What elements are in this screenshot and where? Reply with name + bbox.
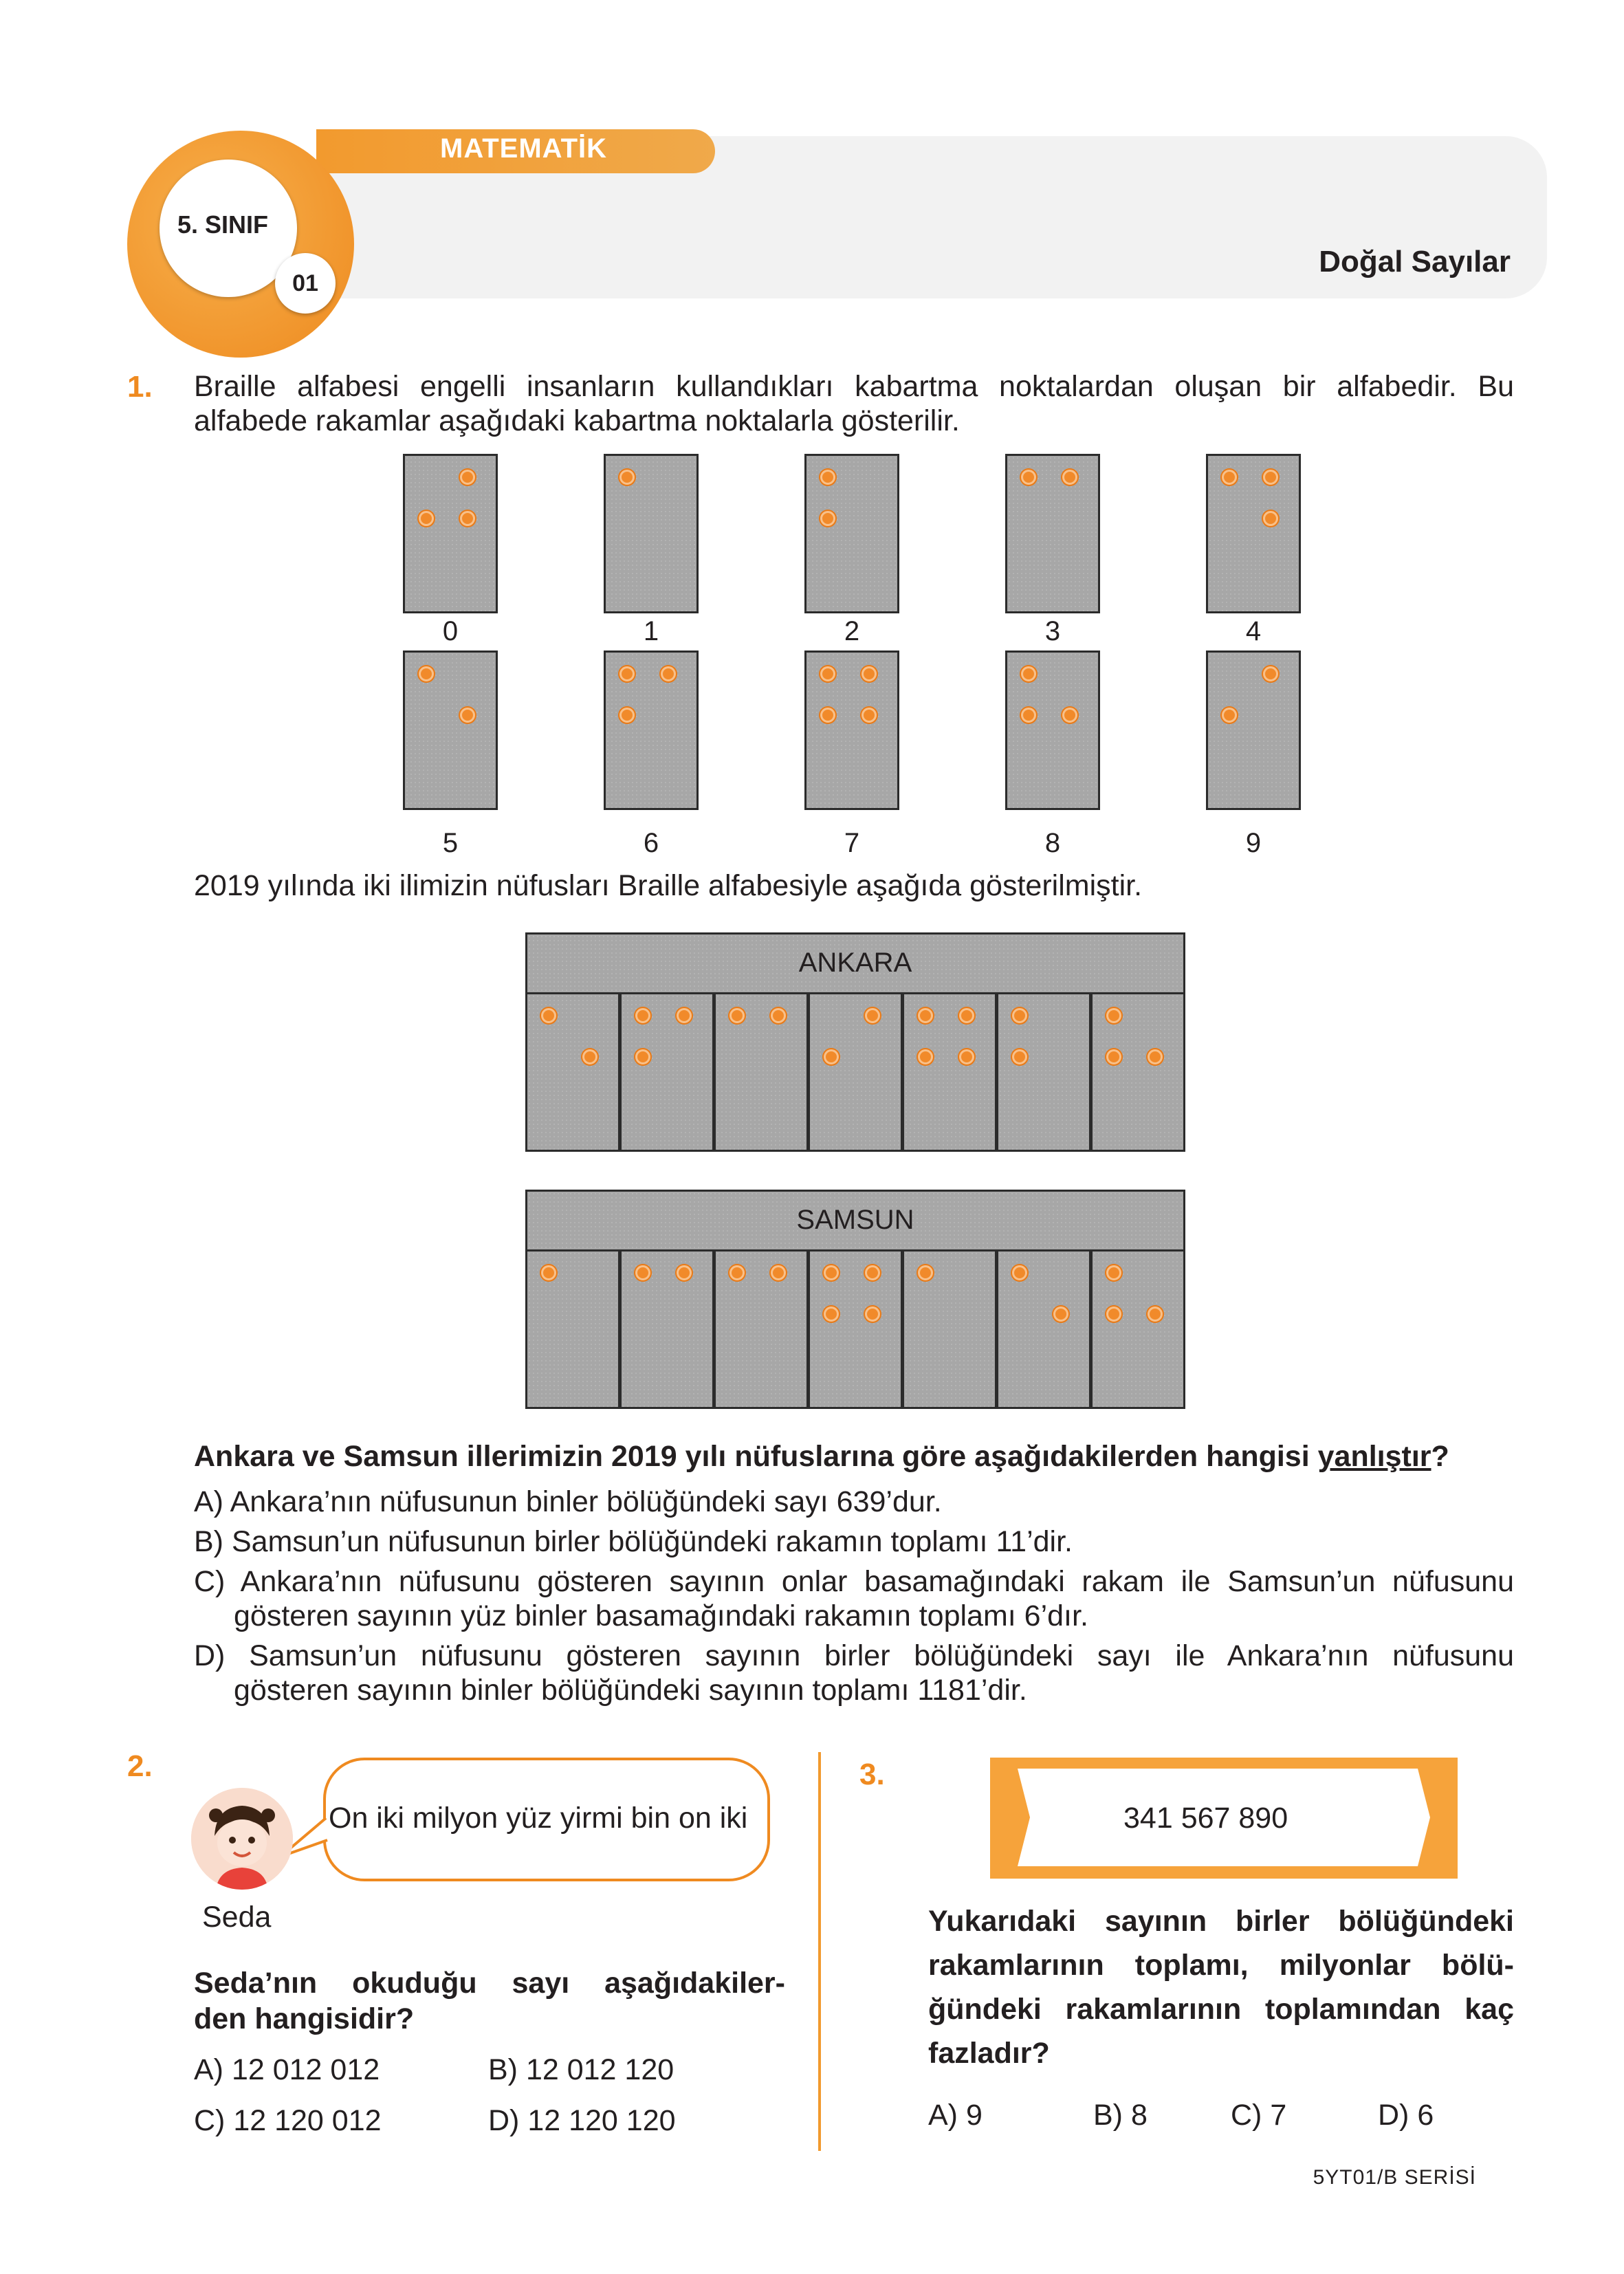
- q1-intro-line1: Braille alfabesi engelli insanların kullandıkları kabartma noktalardan oluşan bir alfabedir. Bu: [194, 370, 1514, 403]
- braille-dot: [918, 1265, 933, 1280]
- braille-digit-label: 5: [442, 828, 459, 858]
- q2-question-line2: den hangisidir?: [194, 2002, 415, 2035]
- population-cell: [525, 992, 620, 1152]
- braille-dot: [1106, 1265, 1121, 1280]
- population-cell: [1090, 1249, 1185, 1409]
- q1-option-a[interactable]: A) Ankara’nın nüfusunun binler bölüğündeki sayı 639’dur.: [194, 1485, 942, 1518]
- braille-cell-5: [403, 651, 498, 810]
- braille-dot: [959, 1008, 974, 1023]
- braille-dot: [582, 1049, 597, 1064]
- q2-number: 2.: [127, 1749, 153, 1783]
- braille-dot: [1148, 1307, 1163, 1322]
- braille-dot: [1012, 1265, 1027, 1280]
- q1-question: [194, 1439, 1449, 1474]
- braille-dot: [1106, 1307, 1121, 1322]
- population-cell: [619, 992, 714, 1152]
- braille-dot: [1148, 1049, 1163, 1064]
- population-cell: [808, 992, 903, 1152]
- braille-dot: [419, 666, 434, 681]
- braille-dot: [820, 708, 835, 723]
- braille-dot: [865, 1008, 880, 1023]
- braille-dot: [1263, 470, 1278, 485]
- braille-dot: [1062, 470, 1077, 485]
- q3-number-value: 341 567 890: [1123, 1802, 1288, 1835]
- braille-digit-label: 7: [844, 828, 860, 858]
- braille-digit-label: 2: [844, 616, 860, 646]
- q1-question-key: yanlıştır: [1317, 1440, 1431, 1473]
- population-cell: [902, 992, 997, 1152]
- girl-face-icon: [191, 1788, 293, 1890]
- braille-dot: [729, 1008, 745, 1023]
- braille-cell-6: [604, 651, 699, 810]
- braille-dot: [862, 708, 877, 723]
- braille-dot: [959, 1049, 974, 1064]
- braille-dot: [771, 1008, 786, 1023]
- topic-title: Doğal Sayılar: [1319, 245, 1511, 278]
- braille-dot: [1222, 470, 1237, 485]
- braille-dot: [460, 470, 475, 485]
- q1-option-c-line1[interactable]: C) Ankara’nın nüfusunu gösteren sayının onlar basamağındaki rakam ile Samsun’un nüfusunu: [194, 1565, 1514, 1598]
- q3-option-a[interactable]: A) 9: [928, 2099, 983, 2132]
- braille-dot: [1106, 1008, 1121, 1023]
- q3-question-line2: rakamlarının toplamı, milyonlar bölü-: [928, 1949, 1514, 1982]
- population-cell: [619, 1249, 714, 1409]
- braille-dot: [824, 1307, 839, 1322]
- braille-dot: [635, 1008, 650, 1023]
- grade-label: 5. SINIF: [177, 210, 269, 239]
- q1-option-b[interactable]: B) Samsun’un nüfusunun birler bölüğündeki rakamın toplamı 11’dir.: [194, 1525, 1073, 1558]
- seda-avatar: [191, 1788, 293, 1890]
- population-cell: [902, 1249, 997, 1409]
- braille-dot: [677, 1265, 692, 1280]
- speech-text: On iki milyon yüz yirmi bin on iki: [329, 1802, 748, 1835]
- braille-dot: [661, 666, 676, 681]
- braille-dot: [541, 1265, 556, 1280]
- braille-dot: [918, 1049, 933, 1064]
- braille-dot: [1263, 666, 1278, 681]
- braille-cell-2: [804, 454, 899, 613]
- braille-dot: [460, 511, 475, 526]
- braille-cell-4: [1206, 454, 1301, 613]
- braille-dot: [1021, 708, 1036, 723]
- braille-cell-3: [1005, 454, 1100, 613]
- braille-dot: [824, 1049, 839, 1064]
- braille-dot: [865, 1265, 880, 1280]
- braille-dot: [820, 666, 835, 681]
- q2-option-b[interactable]: B) 12 012 120: [488, 2053, 674, 2086]
- braille-cell-9: [1206, 651, 1301, 810]
- population-intro: 2019 yılında iki ilimizin nüfusları Braille alfabesiyle aşağıda gösterilmiştir.: [194, 869, 1143, 902]
- braille-digit-label: 6: [643, 828, 659, 858]
- population-cell: [525, 1249, 620, 1409]
- braille-dot: [677, 1008, 692, 1023]
- population-cell: [714, 1249, 809, 1409]
- q1-option-d-line1[interactable]: D) Samsun’un nüfusunu gösteren sayının birler bölüğündeki sayı ile Ankara’nın nüfusunu: [194, 1639, 1514, 1672]
- q3-option-b[interactable]: B) 8: [1093, 2099, 1148, 2132]
- q3-number: 3.: [859, 1758, 885, 1791]
- series-footer: 5YT01/B SERİSİ: [1313, 2166, 1476, 2189]
- braille-dot: [619, 708, 635, 723]
- braille-dot: [824, 1265, 839, 1280]
- population-cell: [808, 1249, 903, 1409]
- population-cell: [1090, 992, 1185, 1152]
- braille-dot: [460, 708, 475, 723]
- braille-digit-label: 1: [643, 616, 659, 646]
- population-cell: [996, 992, 1091, 1152]
- ankara-label: ANKARA: [798, 948, 912, 978]
- braille-dot: [635, 1049, 650, 1064]
- q3-option-c[interactable]: C) 7: [1231, 2099, 1287, 2132]
- braille-dot: [619, 666, 635, 681]
- braille-dot: [1021, 666, 1036, 681]
- braille-dot: [1053, 1307, 1068, 1322]
- braille-dot: [820, 511, 835, 526]
- braille-dot: [1106, 1049, 1121, 1064]
- seda-name: Seda: [202, 1901, 272, 1934]
- braille-dot: [619, 470, 635, 485]
- braille-dot: [419, 511, 434, 526]
- braille-dot: [1021, 470, 1036, 485]
- braille-cell-7: [804, 651, 899, 810]
- braille-cell-0: [403, 454, 498, 613]
- braille-dot: [862, 666, 877, 681]
- braille-dot: [865, 1307, 880, 1322]
- q3-question-line1: Yukarıdaki sayının birler bölüğündeki: [928, 1905, 1514, 1938]
- braille-dot: [541, 1008, 556, 1023]
- population-cell: [996, 1249, 1091, 1409]
- q1-question-mark: ?: [1431, 1440, 1449, 1473]
- braille-digit-label: 4: [1245, 616, 1262, 646]
- page-number-badge: 01: [275, 253, 336, 314]
- braille-digit-label: 8: [1044, 828, 1061, 858]
- q1-question-text: Ankara ve Samsun illerimizin 2019 yılı nüfuslarına göre aşağıdakilerden hangisi: [194, 1440, 1318, 1473]
- braille-dot: [820, 470, 835, 485]
- braille-dot: [1263, 511, 1278, 526]
- braille-digit-label: 0: [442, 616, 459, 646]
- subject-label: MATEMATİK: [440, 133, 608, 164]
- q1-option-c-line2[interactable]: gösteren sayının yüz binler basamağındaki rakamın toplamı 6’dır.: [234, 1599, 1088, 1632]
- q2-option-c[interactable]: C) 12 120 012: [194, 2104, 382, 2137]
- q1-intro-line2: alfabede rakamlar aşağıdaki kabartma noktalarla gösterilir.: [194, 404, 960, 437]
- q2-question-line1: Seda’nın okuduğu sayı aşağıdakiler-: [194, 1967, 785, 2000]
- braille-cell-1: [604, 454, 699, 613]
- q1-option-d-line2[interactable]: gösteren sayının binler bölüğündeki sayının toplamı 1181’dir.: [234, 1674, 1027, 1707]
- braille-dot: [1222, 708, 1237, 723]
- braille-dot: [1012, 1008, 1027, 1023]
- q2-option-d[interactable]: D) 12 120 120: [488, 2104, 676, 2137]
- braille-dot: [1062, 708, 1077, 723]
- column-divider: [818, 1752, 821, 2151]
- q3-option-d[interactable]: D) 6: [1378, 2099, 1434, 2132]
- q2-option-a[interactable]: A) 12 012 012: [194, 2053, 380, 2086]
- braille-dot: [771, 1265, 786, 1280]
- samsun-label: SAMSUN: [796, 1205, 914, 1235]
- braille-digit-label: 9: [1245, 828, 1262, 858]
- population-cell: [714, 992, 809, 1152]
- q1-number: 1.: [127, 370, 153, 404]
- q3-question-line4: fazladır?: [928, 2037, 1050, 2070]
- braille-dot: [1012, 1049, 1027, 1064]
- braille-cell-8: [1005, 651, 1100, 810]
- braille-digit-label: 3: [1044, 616, 1061, 646]
- braille-dot: [918, 1008, 933, 1023]
- braille-dot: [729, 1265, 745, 1280]
- q3-question-line3: ğündeki rakamlarının toplamından kaç: [928, 1993, 1514, 2026]
- braille-dot: [635, 1265, 650, 1280]
